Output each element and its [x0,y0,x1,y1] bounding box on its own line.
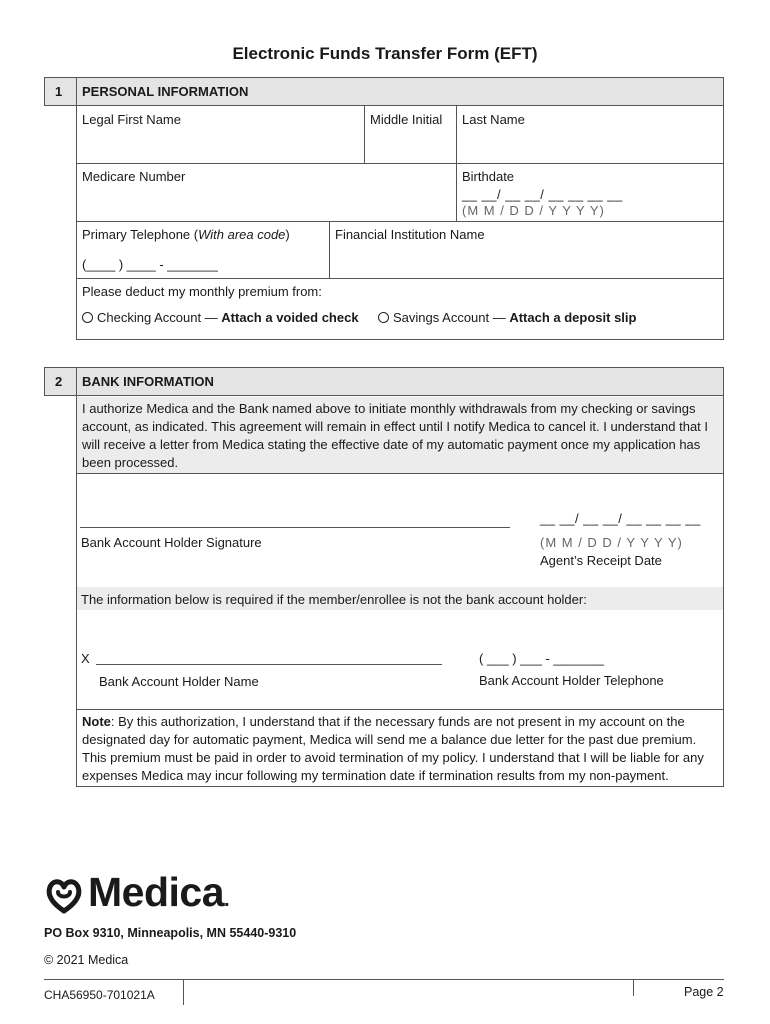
financial-institution-field[interactable]: Financial Institution Name [335,227,485,242]
primary-telephone-field[interactable]: (____ ) ____ - _______ [82,257,218,272]
section2-heading: BANK INFORMATION [82,374,214,389]
authorization-text: I authorize Medica and the Bank named above to initiate monthly withdrawals from my checking or savings account, as indicated. This agreement will remain in effect until I notify Medica to cancel it. I understand that I will receive a letter from Medica stating the effective date of my automatic payment once my application has been processed. [82,401,709,470]
form-code: CHA56950-701021A [44,988,155,1002]
note-body: : By this authorization, I understand that if the necessary funds are not present in my account on the designated day for automatic payment, Medica will send me a balance due letter for the past due premium. This premium must be paid in order to avoid termination of my policy. I understand that I will be liable for any expenses Medica may incur following my termination date if termination results from my non-payment. [82,714,704,783]
deduct-premium-label: Please deduct my monthly premium from: [82,284,322,299]
checking-radio-icon[interactable] [82,312,93,323]
savings-account-option[interactable] [378,310,636,325]
medicare-number-field[interactable]: Medicare Number [82,169,186,184]
primary-telephone-italic: With area code [198,227,286,242]
required-info-text: The information below is required if the member/enrollee is not the bank account holder: [81,592,587,607]
checking-account-option[interactable] [82,310,359,325]
receipt-date-label: Agent’s Receipt Date [540,553,662,568]
section1-number: 1 [55,84,63,99]
logo-dot: . [224,889,230,911]
checking-label: Checking Account — [97,310,222,325]
copyright: © 2021 Medica [44,953,129,967]
signature-label: Bank Account Holder Signature [81,535,262,550]
middle-initial-field[interactable]: Middle Initial [370,112,443,127]
savings-radio-icon[interactable] [378,312,389,323]
x-mark: X [81,651,90,666]
primary-telephone-label [82,227,290,242]
savings-instruction: Attach a deposit slip [509,310,637,325]
logo-text: Medica [88,869,224,915]
primary-telephone-suffix: ) [285,227,290,242]
last-name-field[interactable]: Last Name [462,112,525,127]
legal-first-name-field[interactable]: Legal First Name [82,112,181,127]
primary-telephone-prefix: Primary Telephone ( [82,227,199,242]
birthdate-label: Birthdate [462,169,515,184]
section1-heading: PERSONAL INFORMATION [82,84,249,99]
checking-instruction: Attach a voided check [221,310,359,325]
birthdate-format: (M M / D D / Y Y Y Y) [462,203,605,218]
holder-telephone-label: Bank Account Holder Telephone [479,673,664,688]
page-number: Page 2 [684,985,724,999]
holder-name-label: Bank Account Holder Name [99,674,259,689]
holder-name-line[interactable] [96,664,442,665]
address: PO Box 9310, Minneapolis, MN 55440-9310 [44,926,297,940]
medica-logo [88,869,229,916]
birthdate-field[interactable]: __ __/ __ __/ __ __ __ __ [462,187,623,202]
section2-number: 2 [55,374,63,389]
note-text [82,713,718,785]
heart-loop-icon [44,876,84,916]
receipt-date-format: (M M / D D / Y Y Y Y) [540,535,683,550]
holder-telephone-field[interactable]: ( ___ ) ___ - _______ [479,651,605,666]
receipt-date-field[interactable]: __ __/ __ __/ __ __ __ __ [540,511,701,526]
form-title: Electronic Funds Transfer Form (EFT) [232,44,538,63]
note-label: Note [82,714,111,729]
savings-label: Savings Account — [393,310,510,325]
